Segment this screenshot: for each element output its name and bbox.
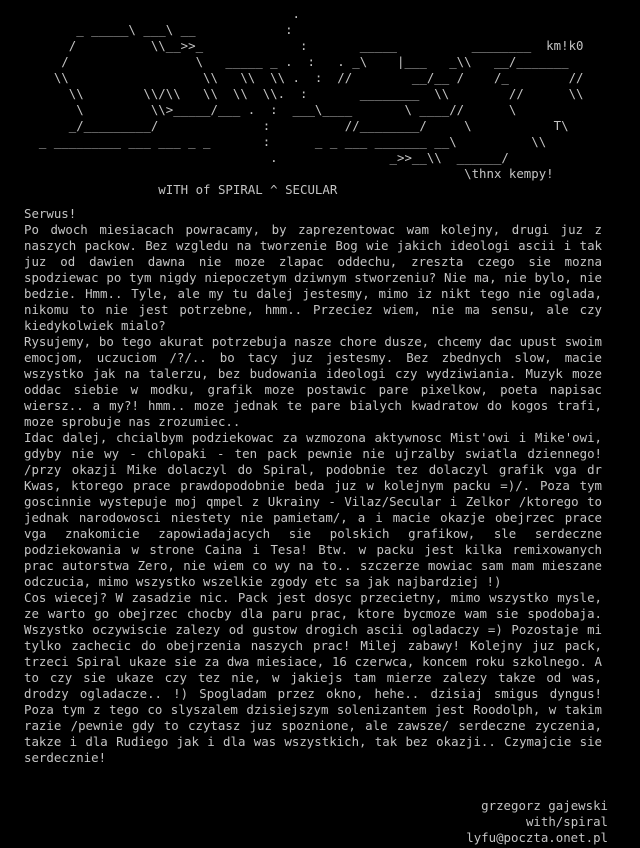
logo-line: \\ \\ \\ \\ . : // __/__ / /_ // bbox=[24, 70, 584, 85]
letter-body bbox=[24, 206, 602, 766]
signature-group: with/spiral bbox=[525, 814, 608, 829]
logo-line: . _>>__\\ ______/ bbox=[24, 150, 509, 165]
signature-name: grzegorz gajewski bbox=[481, 798, 608, 813]
greeting: Serwus! bbox=[24, 206, 77, 221]
paragraph: Po dwoch miesiacach powracamy, by zaprezentowac wam kolejny, drugi juz z naszych packow. Bez wzgledu na tworzenie Bog wie jakich ideologi ascii i tak juz od dawien dawna nie moze zlapac oddechu, zreszta czego sie mozna spodziewac po tym nigdy niepoczetym dziwnym stworzeniu? Nie ma, nie bylo, nie bedzie. Hmm.. Tyle, ale my tu dalej jestesmy, mimo iz nikt tego nie oglada, nikomu to nie jest potrzebne, hmm.. Przeciez wiem, nie ma sensu, ale czy kiedykolwiek mialo? bbox=[24, 222, 602, 333]
logo-line: _ _________ ___ ___ _ _ : _ _ ___ _______ __\ \\ bbox=[24, 134, 547, 149]
logo-line: \\ \\/\\ \\ \\ \\. : ________ \\ // \\ bbox=[24, 86, 584, 101]
logo-line: _ _____\ ___\ __ : bbox=[24, 22, 293, 37]
logo-line: _/_________/ : //________/ \ T\ bbox=[24, 118, 569, 133]
signature-email: lyfu@poczta.onet.pl bbox=[466, 830, 608, 845]
paragraph: Rysujemy, bo tego akurat potrzebuja nasze chore dusze, chcemy dac upust swoim emocjom, uczuciom /?/.. bo tacy juz jestesmy. Bez zbednych slow, macie wszystko jak na talerzu, bez budowania ideologi czy wydziwiania. Muzyk moze oddac siebie w modku, grafik moze postawic pare pixelkow, poeta napisac wiersz.. a my?! hmm.. moze jednak te pare bialych kwadratow do kogos trafi, moze sprobuje nas zrozumiec.. bbox=[24, 334, 602, 429]
logo-line: . bbox=[24, 6, 301, 21]
logo-line: \thnx kempy! bbox=[24, 166, 554, 181]
credit-line: wITH of SPIRAL ^ SECULAR bbox=[24, 182, 338, 197]
ascii-logo bbox=[24, 6, 584, 198]
logo-line: / \ _____ _ . : . _\ |___ _\\ __/_______ bbox=[24, 54, 569, 69]
paragraph: Cos wiecej? W zasadzie nic. Pack jest dosyc przecietny, mimo wszystko mysle, ze warto go obejrzec chocby dla paru prac, ktore bycmoze wam sie spodobaja. Wszystko oczywiscie zalezy od gustow drogich ascii ogladaczy =) Pozostaje mi tylko zachecic do obejrzenia naszych prac! Milej zabawy! Kolejny juz pack, trzeci Spiral ukaze sie za dwa miesiace, 16 czerwca, koncem roku szkolnego. A to czy sie ukaze czy tez nie, w jakiejs tam mierze zalezy takze od was, drodzy ogladacze.. !) Spogladam przez okno, hehe.. dzisiaj smigus dyngus! Poza tym z tego co slyszalem dzisiejszym solenizantem jest Roodolph, w takim razie /pewnie gdy to czytasz juz spoznione, ale zawsze/ serdeczne zyczenia, takze i dla Rudiego jak i dla was wszystkich, tak bez okazji.. Czymajcie sie serdecznie! bbox=[24, 590, 602, 765]
signature-block bbox=[466, 798, 608, 846]
logo-line: / \\__>>_ : _____ ________ km!k0 bbox=[24, 38, 584, 53]
logo-line: \ \\>_____/___ . : ___\____ \ ____// \ bbox=[24, 102, 517, 117]
paragraph: Idac dalej, chcialbym podziekowac za wzmozona aktywnosc Mist'owi i Mike'owi, gdyby nie wy - chlopaki - ten pack pewnie nie ujrzalby swiatla dziennego! /przy okazji Mike dolaczyl do Spiral, podobnie tez dolaczyl grafik vga dr Kwas, ktorego prace prawdopodobnie beda juz w kolejnym packu =)/. Poza tym goscinnie wystepuje moj qmpel z Ukrainy - Vilaz/Secular i Zelkor /ktorego to jednak narodowosci niestety nie pamietam/, a i macie okazje obejrzec prace vga znakomicie zapowiadajacych sie polskich grafikow, sle serdeczne podziekowania w strone Caina i Tesa! Btw. w packu jest kilka remixowanych prac autorstwa Zero, nie wiem co wy na to.. szczerze mowiac sam mam mieszane odczucia, mimo wszystko wszelkie zgody etc sa jak najbardziej !) bbox=[24, 430, 602, 589]
